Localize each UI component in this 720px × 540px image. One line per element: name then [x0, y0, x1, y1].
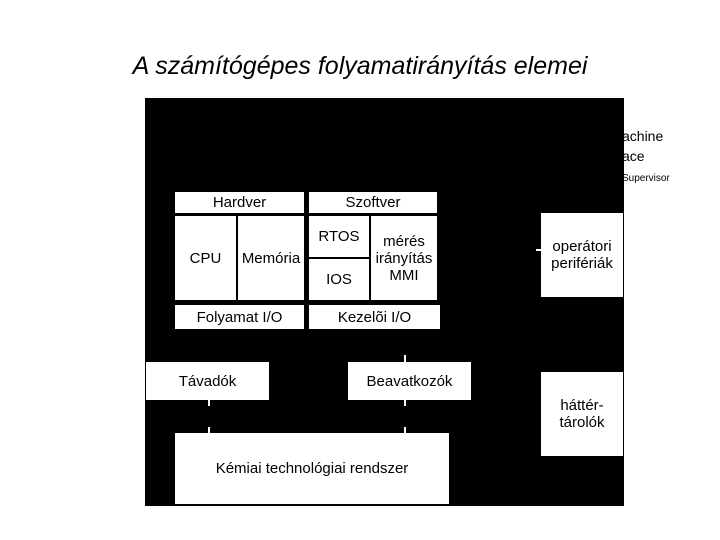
app-mmi: MMI — [389, 266, 419, 284]
app-control: irányítás — [375, 249, 433, 267]
ios-cell: IOS — [309, 259, 369, 300]
software-apps-cell — [371, 216, 437, 300]
chemical-system-box: Kémiai technológiai rendszer — [175, 433, 449, 504]
process-io-box: Folyamat I/O — [175, 305, 304, 329]
hmi-label-fragment-1: achine — [622, 128, 664, 144]
software-header: Szoftver — [309, 192, 437, 213]
cpu-cell: CPU — [175, 216, 236, 300]
background-storage-box: háttér- tárolók — [541, 372, 623, 456]
actuators-box: Beavatkozók — [348, 362, 471, 400]
memory-cell: Memória — [238, 216, 304, 300]
supervisor-label-fragment: Supervisor — [622, 173, 670, 184]
page-title: A számítógépes folyamatirányítás elemei — [132, 52, 588, 80]
app-measurement: mérés — [383, 232, 425, 250]
connector-stub — [404, 400, 406, 406]
connector-stub — [536, 249, 542, 251]
transmitters-box: Távadók — [146, 362, 269, 400]
connector-stub — [404, 355, 406, 362]
operator-io-box: Kezelõi I/O — [309, 305, 440, 329]
operator-peripherals-box: operátori perifériák — [541, 213, 623, 297]
connector-stub — [208, 400, 210, 406]
hardware-header: Hardver — [175, 192, 304, 213]
rtos-cell: RTOS — [309, 216, 369, 257]
hmi-label-fragment-2: ace — [622, 148, 645, 164]
